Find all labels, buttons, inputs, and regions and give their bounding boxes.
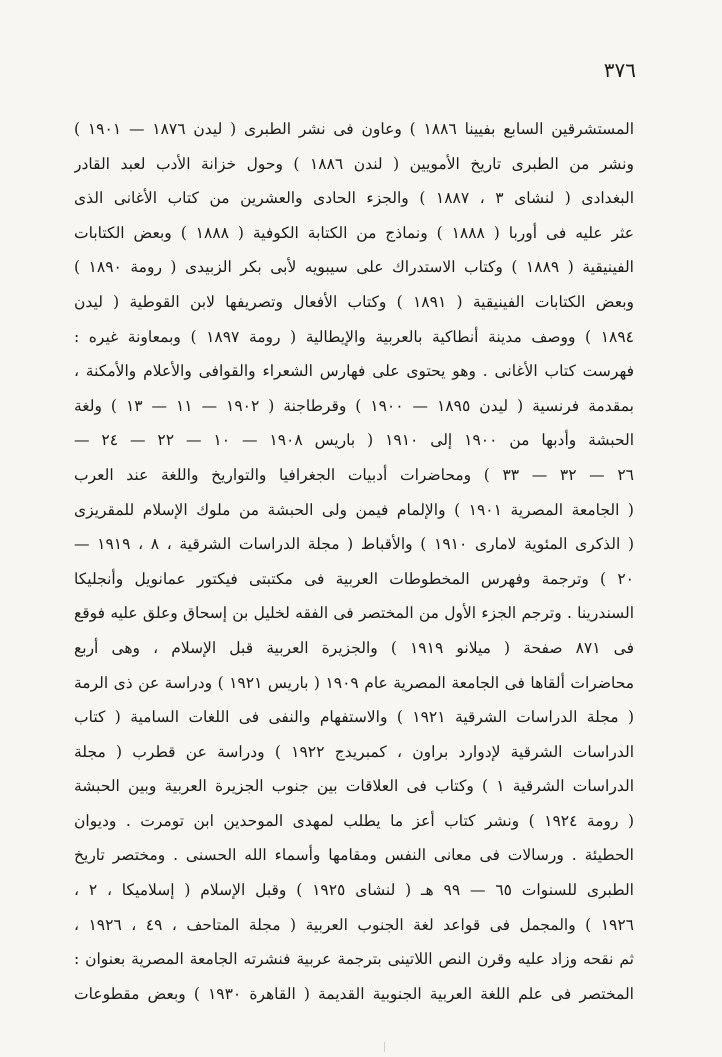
text-line: محاضرات ألقاها فى الجامعة المصرية عام ١٩٠٩ ( باريس ١٩٢١ ) ودراسة عن ذى الرمة bbox=[74, 673, 634, 692]
text-line: ( الجامعة المصرية ١٩٠١ ) والإلمام فيمن ولى الحبشة من ملوك الإسلام للمقريزى bbox=[74, 500, 634, 519]
text-line: الحبشة وأدبها من ١٩٠٠ إلى ١٩١٠ ( باريس ١٩٠٨ — ١٠ — ٢٢ — ٢٤ — bbox=[74, 431, 634, 450]
text-line: فى ٨٧١ صفحة ( ميلانو ١٩١٩ ) والجزيرة العربية قبل الإسلام ، وهى أربع bbox=[74, 638, 634, 657]
text-line: البغدادى ( لنشاى ٣ ، ١٨٨٧ ) والجزء الحادى والعشرين من كتاب الأغانى الذى bbox=[74, 189, 634, 208]
text-line: ( مجلة الدراسات الشرقية ١٩٢١ ) والاستفهام والنفى فى اللغات السامية ( كتاب bbox=[74, 708, 634, 727]
text-line: ٢٦ — ٣٢ — ٣٣ ) ومحاضرات أدبيات الجغرافيا والتواريخ واللغة عند العرب bbox=[74, 465, 634, 484]
text-line: ثم نقحه وزاد عليه وقرن النص اللاتينى بترجمة عربية فنشرته الجامعة المصرية بعنوان : bbox=[74, 950, 634, 969]
text-line: السندرينا . وترجم الجزء الأول من المختصر فى الفقه لخليل بن إسحاق وعلق عليه فوقع bbox=[74, 604, 634, 623]
text-line: الدراسات الشرقية ١ ) وكتاب فى العلاقات بين جنوب الجزيرة العربية وبين الحبشة bbox=[74, 777, 634, 796]
text-line: ونشر من الطبرى تاريخ الأمويين ( لندن ١٨٨٦ ) وحول خزانة الأدب لعبد القادر bbox=[74, 154, 634, 173]
text-line: الفينيقية ( ١٨٨٩ ) وكتاب الاستدراك على سيبويه لأبى بكر الزبيدى ( رومة ١٨٩٠ ) bbox=[74, 258, 634, 277]
text-line: المستشرقين السابع بفيينا ١٨٨٦ ) وعاون فى نشر الطبرى ( ليدن ١٨٧٦ — ١٩٠١ ) bbox=[74, 120, 634, 138]
text-line: ( الذكرى المئوية لامارى ١٩١٠ ) والأقباط ( مجلة الدراسات الشرقية ، ٨ ، ١٩١٩ — bbox=[74, 535, 634, 554]
text-line: المختصر فى علم اللغة العربية الجنوبية القديمة ( القاهرة ١٩٣٠ ) وبعض مقطوعات bbox=[74, 984, 634, 1003]
scan-artifact bbox=[384, 1042, 385, 1052]
text-line: بمقدمة فرنسية ( ليدن ١٨٩٥ — ١٩٠٠ ) وقرطاجنة ( ١٩٠٢ — ١١ — ١٣ ) ولغة bbox=[74, 396, 634, 415]
text-line: ( رومة ١٩٢٤ ) ونشر كتاب أعز ما يطلب لمهدى الموحدين ابن تومرت . وديوان bbox=[74, 811, 634, 830]
text-line: ١٨٩٤ ) ووصف مدينة أنطاكية بالعربية والإيطالية ( رومة ١٨٩٧ ) وبمعاونة غيره : bbox=[74, 327, 634, 346]
text-line: الحطيئة . ورسالات فى معانى النفس ومقامها وأسماء الله الحسنى . ومختصر تاريخ bbox=[74, 846, 634, 865]
page-number: ٣٧٦ bbox=[603, 58, 636, 82]
text-line: الطبرى للسنوات ٦٥ — ٩٩ هـ ( لنشاى ١٩٢٥ ) وقبل الإسلام ( إسلاميكا ، ٢ ، bbox=[74, 881, 634, 900]
body-text bbox=[74, 112, 634, 1011]
text-line: ٢٠ ) وترجمة وفهرس المخطوطات العربية فى مكتبتى فيكتور عمانويل وأنجليكا bbox=[74, 569, 634, 588]
text-line: وبعض الكتابات الفينيقية ( ١٨٩١ ) وكتاب الأفعال وتصريفها لابن القوطية ( ليدن bbox=[74, 292, 634, 311]
text-line: فهرست كتاب الأغانى . وهو يحتوى على فهارس الشعراء والقوافى والأعلام والأمكنة ، bbox=[74, 362, 634, 381]
text-line: عثر عليه فى أوربا ( ١٨٨٨ ) ونماذج من الكتابة الكوفية ( ١٨٨٨ ) وبعض الكتابات bbox=[74, 223, 634, 242]
text-line: الدراسات الشرقية لإدوارد براون ، كمبريدج ١٩٢٢ ) ودراسة عن قطرب ( مجلة bbox=[74, 742, 634, 761]
text-line: ١٩٢٦ ) والمجمل فى قواعد لغة الجنوب العربية ( مجلة المتاحف ، ٤٩ ، ١٩٢٦ ، bbox=[74, 915, 634, 934]
